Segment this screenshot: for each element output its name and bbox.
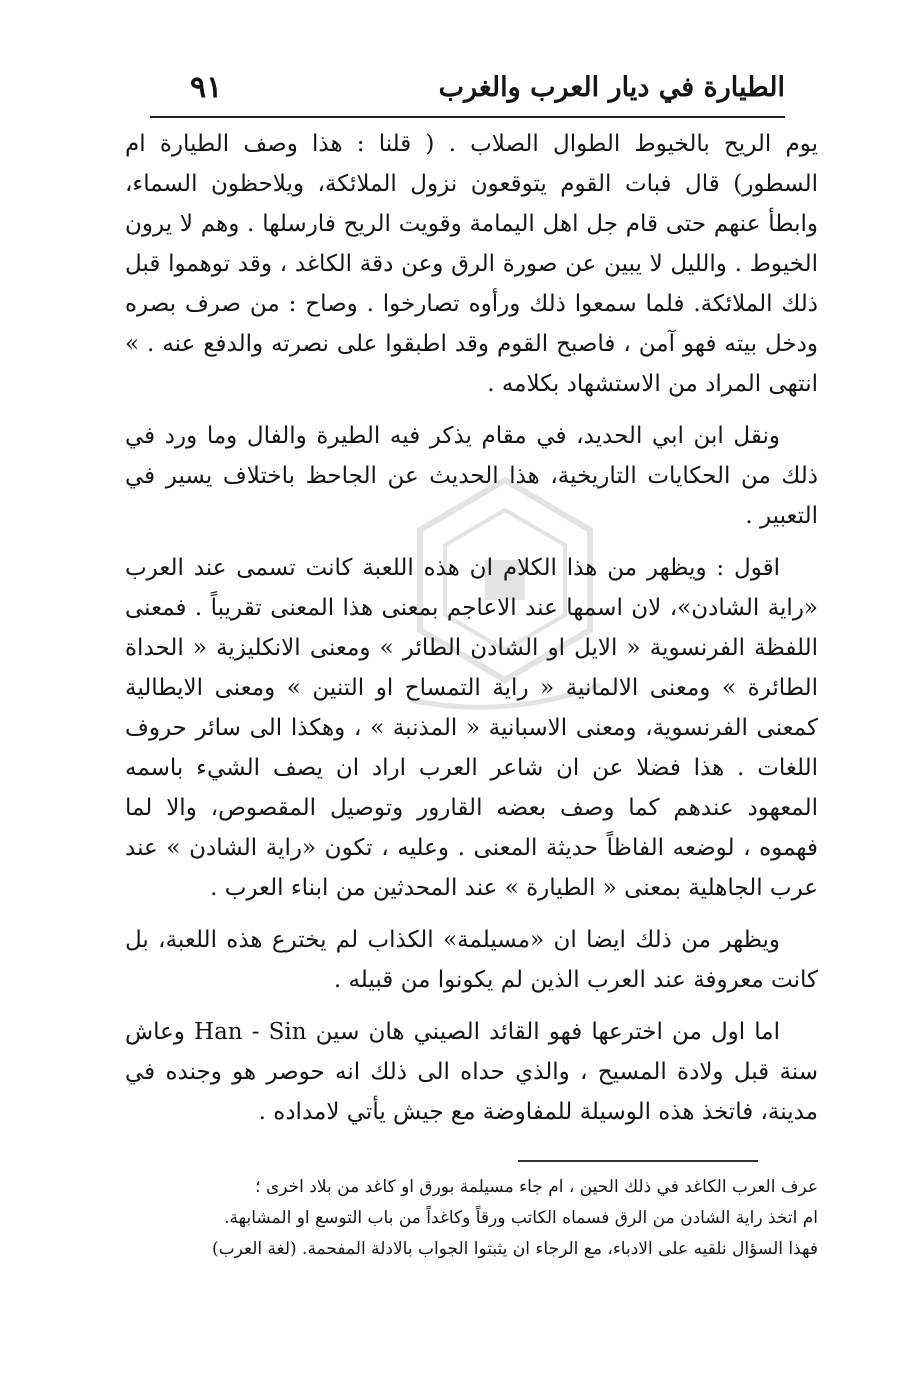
paragraph-ibn-abi-al-hadid: ونقل ابن ابي الحديد، في مقام يذكر فيه الطيرة والفال وما ورد في ذلك من الحكايات التاريخية، هذا الحديث عن الجاحظ باختلاف يسير في التعبير . bbox=[125, 423, 818, 529]
running-title: الطيارة في ديار العرب والغرب bbox=[438, 71, 785, 103]
page-number: ٩١ bbox=[190, 69, 223, 105]
footnote-line: عرف العرب الكاغد في ذلك الحين ، ام جاء مسيلمة بورق او كاغد من بلاد اخرى ؛ bbox=[255, 1177, 818, 1197]
paragraph-musaylima: ويظهر من ذلك ايضا ان «مسيلمة» الكذاب لم يخترع هذه اللعبة، بل كانت معروفة عند العرب الذين لم يكونوا من قبيله . bbox=[125, 927, 818, 993]
footnote-line: فهذا السؤال نلقيه على الادباء، مع الرجاء ان يثبتوا الجواب بالادلة المفحمة. (لغة العرب) bbox=[211, 1239, 818, 1259]
running-header bbox=[150, 58, 785, 118]
footnote-divider bbox=[518, 1160, 758, 1162]
footnotes bbox=[140, 1172, 818, 1265]
paragraph-quote-end: يوم الريح بالخيوط الطوال الصلاب . ( قلنا : هذا وصف الطيارة ام السطور) قال فبات القوم يتوقعون نزول الملائكة، ويلاحظون السماء، وابطأ عنهم حتى قام جل اهل اليمامة وقويت الريح فارسلها . وهم لا يرون الخيوط . والليل لا يبين عن صورة الرق وعن دقة الكاغد ، وقد توهموا قبل ذلك الملائكة. فلما سمعوا ذلك ورأوه تصارخوا . وصاح : من صرف بصره ودخل بيته فهو آمن ، فاصبح القوم وقد اطبقوا على نصرته والدفع عنه . » انتهى المراد من الاستشهاد بكلامه . bbox=[125, 131, 818, 397]
page-body bbox=[125, 124, 818, 1132]
paragraph-raya-al-shadin: اقول : ويظهر من هذا الكلام ان هذه اللعبة كانت تسمى عند العرب «راية الشادن»، لان اسمها عند الاعاجم بمعنى هذا المعنى تقريباً . فمعنى اللفظة الفرنسوية « الايل او الشادن الطائر » ومعنى الانكليزية « الحداة الطائرة » ومعنى الالمانية « راية التمساح او التنين » ومعنى الايطالية كمعنى الفرنسوية، ومعنى الاسبانية « المذنبة » ، وهكذا الى سائر حروف اللغات . هذا فضلا عن ان شاعر العرب اراد ان يصف الشيء باسمه المعهود عندهم كما وصف بعضه القارور وتوصيل المقصوص، والا لما فهموه ، لوضعه الفاظاً حديثة المعنى . وعليه ، تكون «راية الشادن » عند عرب الجاهلية بمعنى « الطيارة » عند المحدثين من ابناء العرب . bbox=[125, 555, 818, 901]
paragraph-han-sin: اما اول من اخترعها فهو القائد الصيني هان سين Han - Sin وعاش سنة قبل ولادة المسيح ، والذي حداه الى ذلك انه حوصر هو وجنده في مدينة، فاتخذ هذه الوسيلة للمفاوضة مع جيش يأتي لامداده . bbox=[125, 1019, 818, 1125]
footnote-line: ام اتخذ راية الشادن من الرق فسماه الكاتب ورقاً وكاغداً من باب التوسع او المشابهة. bbox=[224, 1208, 818, 1228]
